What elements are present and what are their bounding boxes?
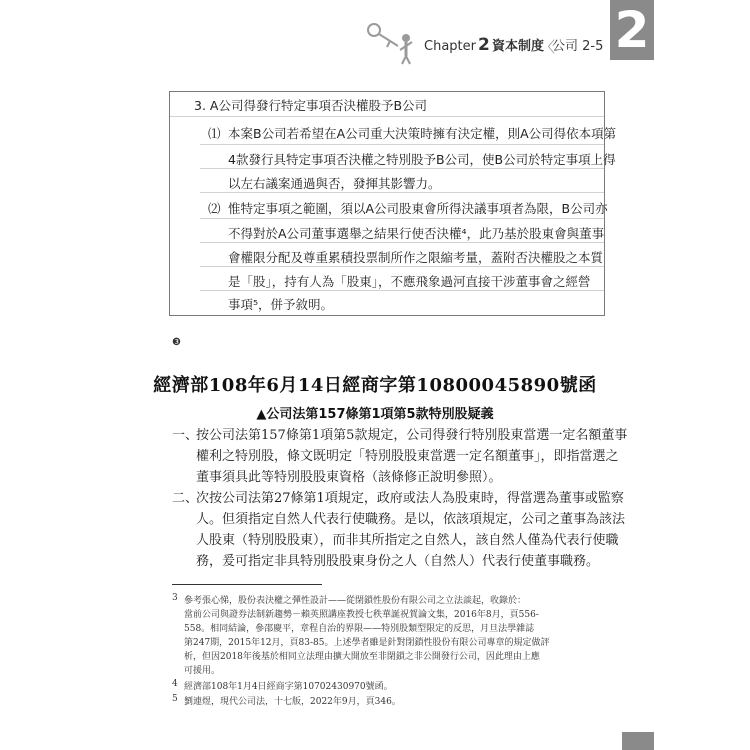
footnote-3-line: 可援用。 [184, 666, 221, 676]
item-1-line: 本案B公司若希望在A公司重大決策時擁有決定權，則A公司得依本項第 [228, 126, 617, 141]
box-rule [200, 192, 604, 193]
box-heading: 3. A公司得發行特定事項否決權股予B公司 [194, 98, 428, 113]
page-reference: 公司 2-5 [552, 39, 604, 54]
footnote-3-line: 第247期，2015年12月，頁83-85。上述學者雖是針對閉鎖性股份有限公司專章的規定做評 [184, 638, 550, 648]
item-1-line: 以左右議案通過與否，發揮其影響力。 [228, 176, 441, 191]
chapter-number: 2 [477, 35, 490, 55]
footnote-3-line: 析，但因2018年後基於相同立法理由擴大開放至非閉鎖之非公開發行公司，因此理由上應 [184, 652, 540, 662]
box-rule [200, 242, 604, 243]
footnote-5-line: 劉連煜，現代公司法，十七版，2022年9月，頁346。 [184, 697, 401, 707]
chapter-title: 資本制度 [492, 39, 545, 54]
footnote-5-number: 5 [172, 694, 178, 704]
footnote-4-line: 經濟部108年1月4日經商字第10702430970號函。 [184, 682, 393, 692]
paragraph-1-line: 按公司法第157條第1項第5款規定，公司得發行特別股東當選一定名額董事 [196, 428, 628, 443]
chapter-tab [610, 0, 654, 60]
item-1-marker: ⑴ [208, 126, 221, 141]
analysis-box [169, 91, 617, 316]
paragraph-2-line: 次按公司法第27條第1項規定，政府或法人為股東時，得當選為董事或監察 [196, 491, 624, 506]
item-2-marker: ⑵ [208, 201, 221, 216]
paragraph-2-marker: 二、 [172, 491, 199, 506]
paragraph-2-line: 人股東（特別股股東），而非其所指定之自然人，該自然人僅為代表行使職 [196, 533, 619, 548]
item-2-line: 事項⁵，併予敘明。 [228, 297, 334, 312]
paragraph-1-line: 權利之特別股，條文既明定「特別股股東當選一定名額董事」，即指當選之 [196, 449, 619, 464]
paragraph-2-line: 務，爰可指定非具特別股股東身份之人（自然人）代表行使董事職務。 [196, 554, 600, 569]
footnote-3-number: 3 [172, 593, 178, 603]
chapter-label-text: Chapter [424, 39, 476, 54]
box-rule [200, 266, 604, 267]
paragraph-2-line: 人。但須指定自然人代表行使職務。是以，依該項規定，公司之董事為該法 [196, 512, 626, 527]
box-rule [200, 218, 604, 219]
footnote-3-line: 當前公司與證券法制新趨勢－賴英照講座教授七秩華誕祝賀論文集，2016年8月，頁556- [184, 610, 539, 620]
chapter-decoration-icon [362, 16, 422, 66]
item-2-line: 惟特定事項之範圍，須以A公司股東會所得決議事項者為限，B公司亦 [228, 201, 608, 216]
footnote-3-line: 參考張心悌，股份表決權之彈性設計——從閉鎖性股份有限公司之立法談起，收錄於： [184, 596, 527, 606]
box-rule [200, 168, 604, 169]
header-divider: 〈 [540, 38, 556, 56]
item-2-line: 會權限分配及尊重累積投票制所作之限縮考量，蓋附否決權股之本質 [228, 250, 604, 265]
item-2-line: 是「股」，持有人為「股東」，不應飛象過河直接干涉董事會之經營 [228, 274, 591, 289]
section-bullet-mark: ❸ [172, 337, 181, 348]
box-rule [200, 290, 604, 291]
ruling-subtitle: ▲公司法第157條第1項第5款特別股疑義 [256, 407, 494, 422]
paragraph-1-line: 董事須具此等特別股股東資格（該條修正說明參照）。 [196, 470, 502, 485]
bottom-page-tab [622, 732, 654, 750]
item-1-line: 4款發行具特定事項否決權之特別股予B公司，使B公司於特定事項上得 [228, 152, 616, 167]
box-rule [170, 116, 604, 117]
ruling-title: 經濟部108年6月14日經商字第10800045890號函 [153, 375, 597, 396]
item-2-line: 不得對於A公司董事選舉之結果行使否決權⁴，此乃基於股東會與董事 [228, 226, 605, 241]
box-rule [200, 144, 604, 145]
footnote-rule [172, 584, 322, 585]
chapter-label [424, 35, 490, 55]
paragraph-1-marker: 一、 [172, 428, 199, 443]
chapter-tab-number: 2 [614, 1, 650, 59]
footnote-3-line: 558。相同結論，參邵慶平，章程自治的界限——特別股類型限定的反思，月旦法學雜誌 [184, 624, 535, 634]
footnote-4-number: 4 [172, 679, 178, 689]
